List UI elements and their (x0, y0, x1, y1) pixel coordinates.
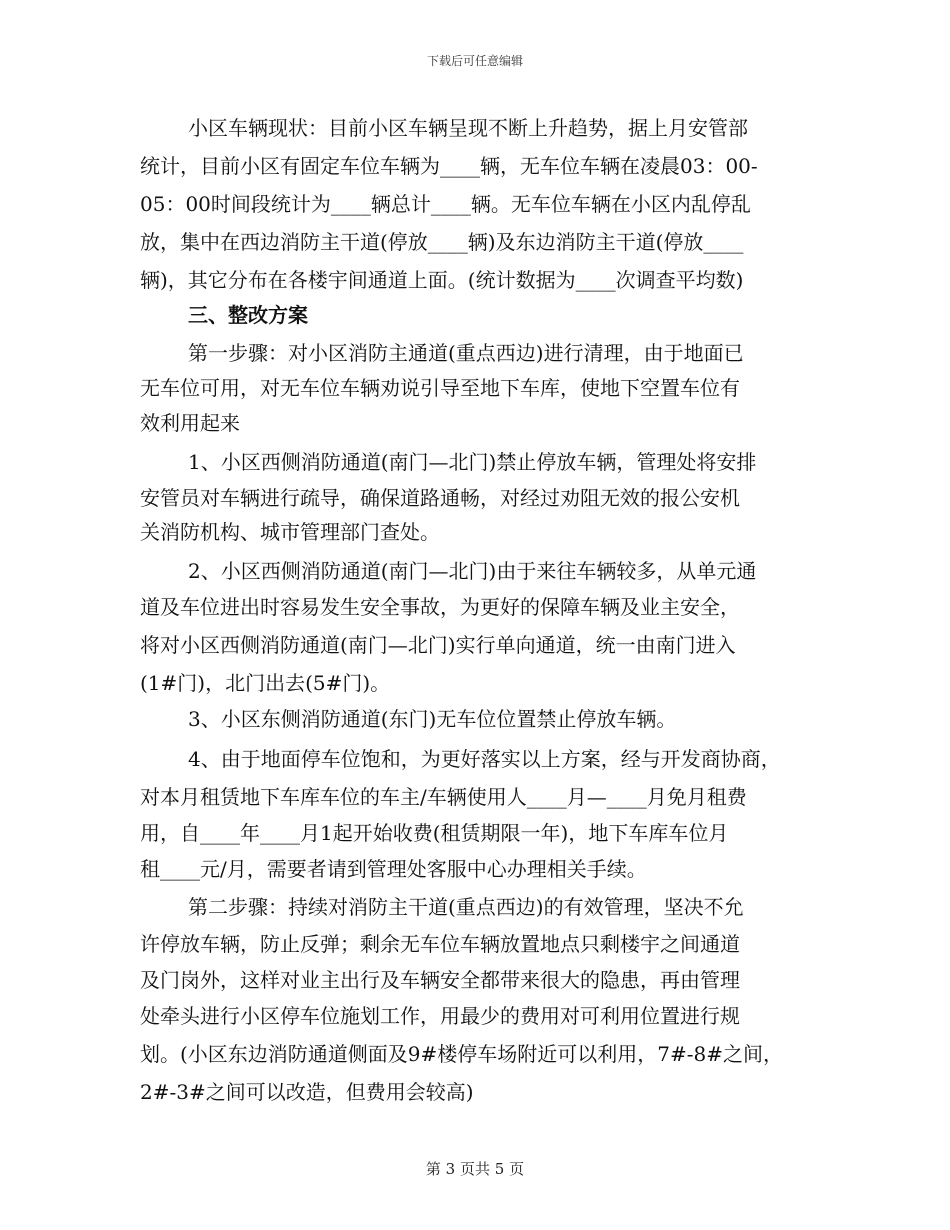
paragraph-line: 4、由于地面停车位饱和，为更好落实以上方案，经与开发商协商， (188, 747, 781, 771)
paragraph-line: 辆)，其它分布在各楼宇间通道上面。(统计数据为____次调查平均数) (140, 268, 744, 292)
page-header: 下载后可任意编辑 (426, 54, 523, 68)
paragraph-line: 05：00时间段统计为____辆总计____辆。无车位车辆在小区内乱停乱 (140, 192, 751, 216)
paragraph-line: 处牵头进行小区停车位施划工作，用最少的费用对可利用位置进行规 (140, 1004, 740, 1028)
paragraph-line: 3、小区东侧消防通道(东门)无车位位置禁止停放车辆。 (188, 707, 677, 731)
section-heading: 三、整改方案 (188, 303, 308, 327)
paragraph-line: 第一步骤：对小区消防主通道(重点西边)进行清理，由于地面已 (188, 341, 744, 365)
paragraph-line: 无车位可用，对无车位车辆劝说引导至地下车库，使地下空置车位有 (140, 376, 740, 400)
paragraph-line: 2、小区西侧消防通道(南门—北门)由于来往车辆较多，从单元通 (188, 559, 757, 583)
paragraph-line: 划。(小区东边消防通道侧面及9#楼停车场附近可以利用，7#-8#之间， (140, 1042, 784, 1066)
paragraph-line: 效利用起来 (140, 411, 240, 435)
paragraph-line: 租____元/月，需要者请到管理处客服中心办理相关手续。 (140, 857, 647, 881)
paragraph-line: 许停放车辆，防止反弹；剩余无车位车辆放置地点只剩楼宇之间通道 (140, 932, 740, 956)
paragraph-line: 统计，目前小区有固定车位车辆为____辆，无车位车辆在凌晨03：00- (140, 154, 758, 178)
paragraph-line: 及门岗外，这样对业主出行及车辆安全都带来很大的隐患，再由管理 (140, 968, 740, 992)
paragraph-line: (1#门)，北门出去(5#门)。 (140, 671, 391, 695)
paragraph-line: 第二步骤：持续对消防主干道(重点西边)的有效管理，坚决不允 (188, 895, 744, 919)
paragraph-line: 用，自____年____月1起开始收费(租赁期限一年)，地下车库车位月 (140, 821, 729, 845)
paragraph-line: 放，集中在西边消防主干道(停放____辆)及东边消防主干道(停放____ (140, 230, 744, 254)
page-number-footer: 第 3 页共 5 页 (425, 1160, 525, 1178)
paragraph-line: 对本月租赁地下车库车位的车主/车辆使用人____月—____月免月租费 (140, 785, 747, 809)
paragraph-line: 关消防机构、城市管理部门查处。 (140, 520, 440, 544)
paragraph-line: 1、小区西侧消防通道(南门—北门)禁止停放车辆，管理处将安排 (188, 450, 757, 474)
paragraph-line: 安管员对车辆进行疏导，确保道路通畅，对经过劝阻无效的报公安机 (140, 486, 740, 510)
paragraph-line: 将对小区西侧消防通道(南门—北门)实行单向通道，统一由南门进入 (140, 633, 736, 657)
paragraph-line: 小区车辆现状：目前小区车辆呈现不断上升趋势，据上月安管部 (188, 116, 748, 140)
paragraph-line: 道及车位进出时容易发生安全事故，为更好的保障车辆及业主安全， (140, 595, 740, 619)
paragraph-line: 2#-3#之间可以改造，但费用会较高) (140, 1080, 474, 1104)
